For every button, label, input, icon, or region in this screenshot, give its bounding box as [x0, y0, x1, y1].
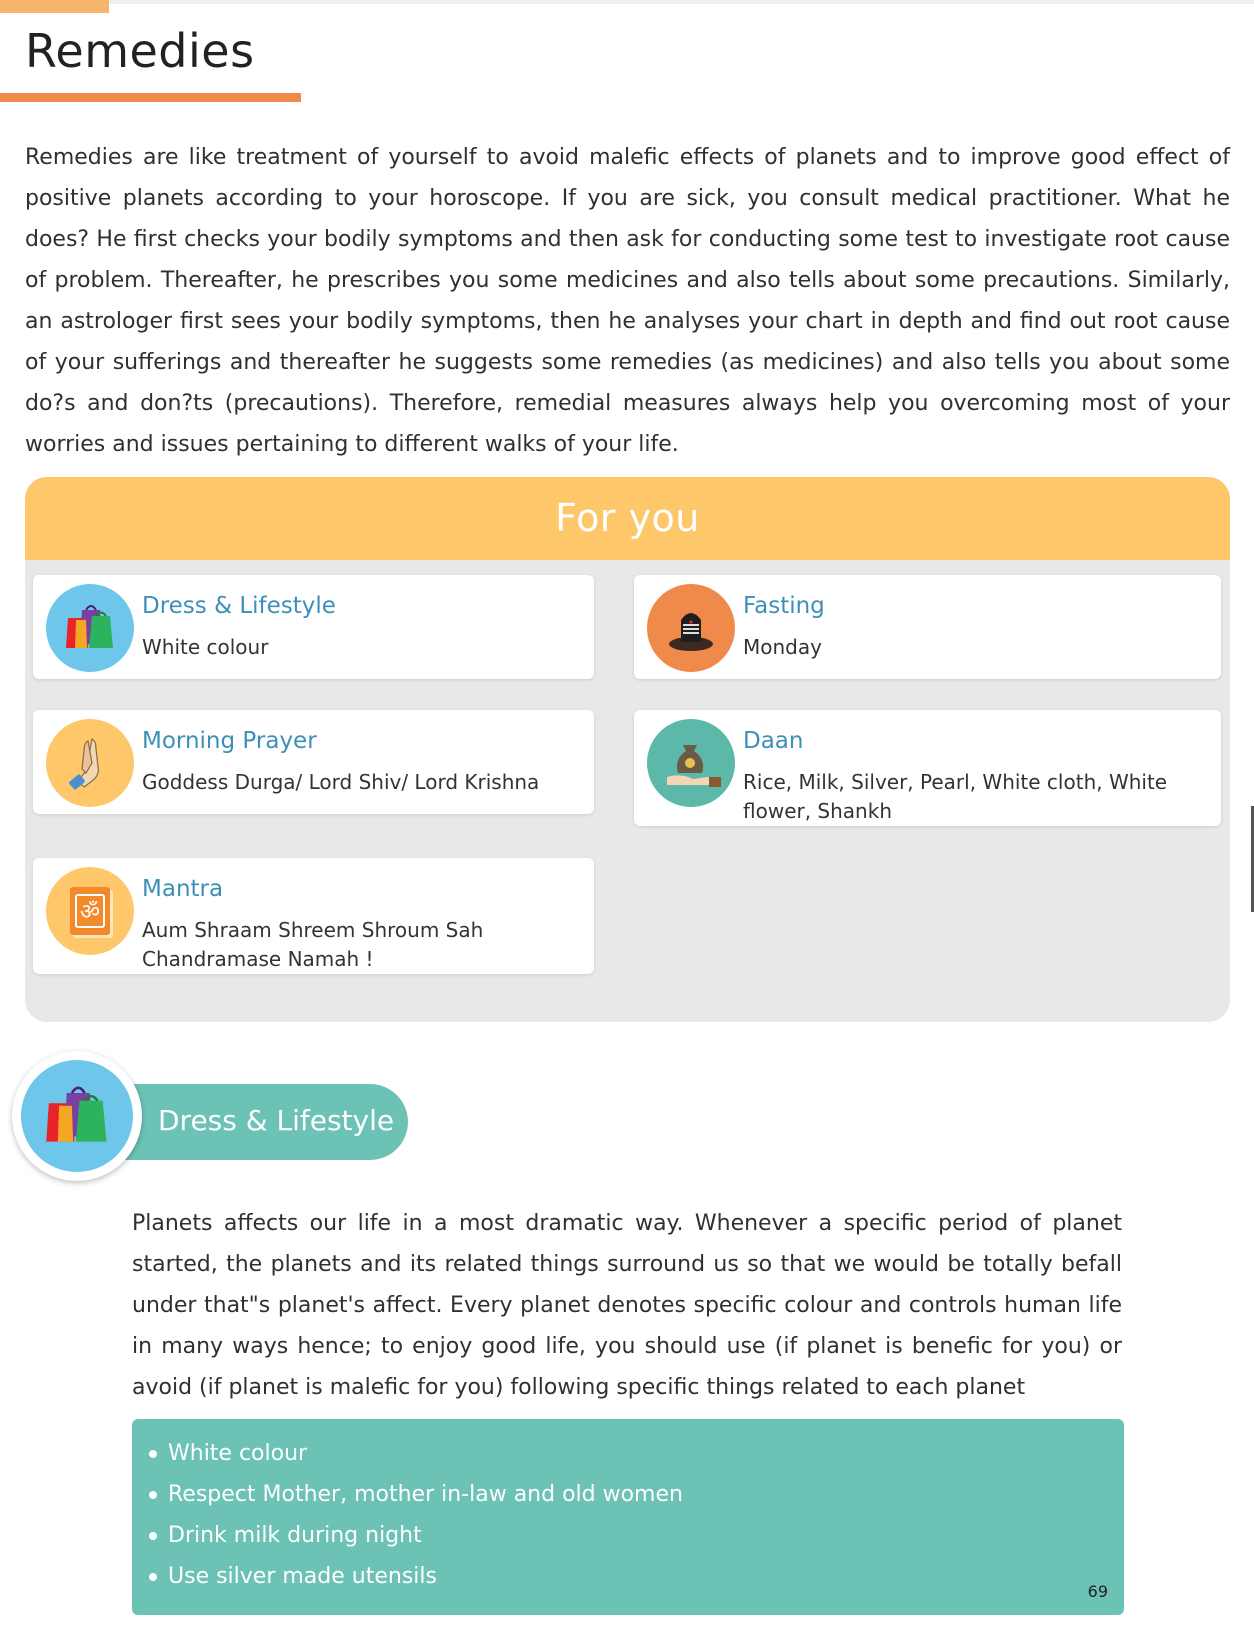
dress-paragraph: Planets affects our life in a most dramatic way. Whenever a specific period of planet started, the planets and its related things surround us so that we would be totally befall under that"s planet's affect. Every planet denotes specific colour and controls human life in many ways hence; to enjoy good life, you should use (if planet is benefic for you) or avoid (if planet is malefic for you) following specific things related to each planet: [132, 1211, 1122, 1400]
shopping-bags-icon: [21, 1060, 133, 1172]
dress-list-box: [132, 1419, 1124, 1615]
page-number: 69: [1087, 1582, 1108, 1601]
dress-lifestyle-heading: [100, 1084, 408, 1160]
card-text: Goddess Durga/ Lord Shiv/ Lord Krishna: [142, 770, 540, 794]
dress-lifestyle-badge: [12, 1051, 142, 1181]
list-item: Drink milk during night: [168, 1515, 1124, 1556]
top-rule: [0, 0, 1254, 4]
intro-paragraph: Remedies are like treatment of yourself to avoid malefic effects of planets and to improve good effect of positive planets according to your horoscope. If you are sick, you consult medical practitioner. What he does? He first checks your bodily symptoms and then ask for conducting some test to investigate root cause of problem. Thereafter, he prescribes you some medicines and also tells about some precautions. Similarly, an astrologer first sees your bodily symptoms, then he analyses your chart in depth and find out root cause of your sufferings and thereafter he suggests some remedies (as medicines) and also tells you about some do?s and don?ts (precautions). Therefore, remedial measures always help you overcoming most of your worries and issues pertaining to different walks of your life.: [25, 145, 1230, 457]
card-title: Fasting: [743, 593, 825, 619]
praying-hands-icon: [46, 719, 134, 807]
for-you-panel: [25, 477, 1230, 1022]
card-title: Daan: [743, 728, 804, 754]
card-fasting[interactable]: [634, 575, 1221, 679]
card-morning-prayer[interactable]: [33, 710, 594, 814]
card-text: White colour: [142, 635, 269, 659]
dress-list: [132, 1419, 1124, 1597]
card-daan[interactable]: [634, 710, 1221, 826]
card-text: Aum Shraam Shreem Shroum Sah Chandramase Namah !: [142, 918, 484, 971]
list-item: Respect Mother, mother in-law and old women: [168, 1474, 1124, 1515]
list-item: Use silver made utensils: [168, 1556, 1124, 1597]
for-you-heading: For you: [25, 477, 1230, 560]
om-book-icon: [46, 867, 134, 955]
card-text: Monday: [743, 635, 822, 659]
card-title: Mantra: [142, 876, 224, 902]
card-title: Morning Prayer: [142, 728, 317, 754]
money-bag-hand-icon: [647, 719, 735, 807]
shopping-bags-icon: [46, 584, 134, 672]
section-title: Dress & Lifestyle: [158, 1104, 395, 1137]
shivling-icon: [647, 584, 735, 672]
card-dress-lifestyle[interactable]: [33, 575, 594, 679]
card-title: Dress & Lifestyle: [142, 593, 336, 619]
card-text: Rice, Milk, Silver, Pearl, White cloth, White flower, Shankh: [743, 770, 1168, 823]
card-mantra[interactable]: [33, 858, 594, 974]
top-accent-bar: [0, 0, 109, 13]
title-underline: [0, 93, 301, 102]
list-item: White colour: [168, 1433, 1124, 1474]
page-title: Remedies: [25, 24, 255, 78]
om-glyph: ॐ: [75, 894, 105, 928]
